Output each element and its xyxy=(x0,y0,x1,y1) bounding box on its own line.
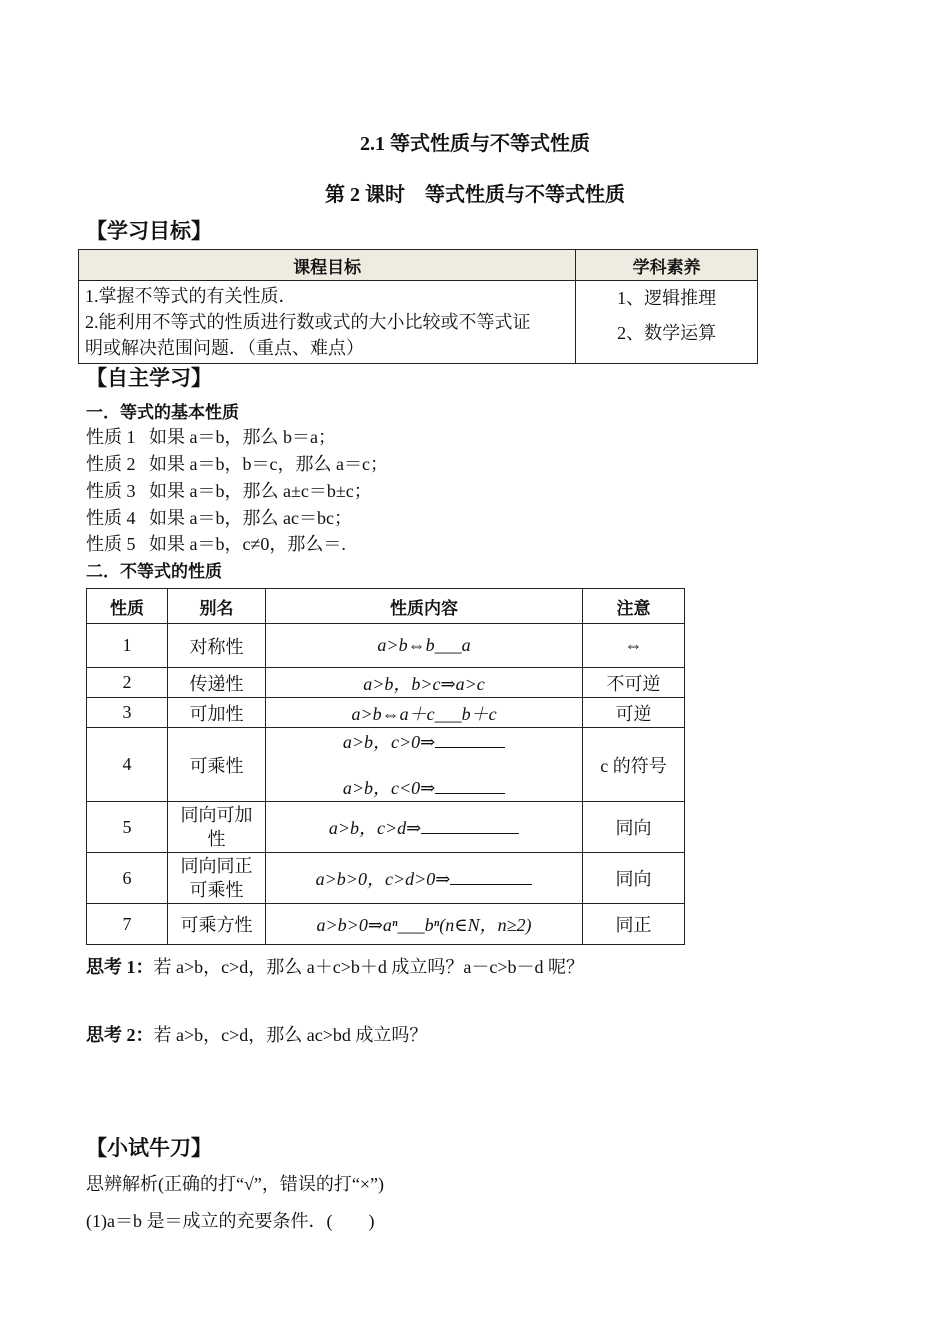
row-content xyxy=(266,853,583,904)
eq-prop-3 xyxy=(86,477,372,503)
table-row xyxy=(87,668,685,698)
row-note: ⇔ xyxy=(583,624,685,668)
row-content: a>b⇔b___a xyxy=(266,624,583,668)
row-num: 5 xyxy=(87,802,168,853)
row-num: 1 xyxy=(87,624,168,668)
think-text: 若 a>b，c>d，那么 ac>bd 成立吗？ xyxy=(153,1025,428,1045)
eq-prop-1 xyxy=(86,423,336,449)
inequality-table xyxy=(86,588,685,945)
row-content xyxy=(266,802,583,853)
eq-prop-5 xyxy=(86,530,346,556)
table-row xyxy=(87,802,685,853)
row-content-text: a>b>0，c>d>0⇒ xyxy=(315,869,451,889)
page-title: 2.1 等式性质与不等式性质 xyxy=(360,133,590,155)
row-note: 同正 xyxy=(583,904,685,945)
eq-prop-text: 如果 a＝b，c≠0，那么＝. xyxy=(149,534,346,554)
row-name: 传递性 xyxy=(168,668,266,698)
think-question-1 xyxy=(86,953,584,979)
row-name-line-2: 性 xyxy=(207,829,226,849)
practice-section-heading: 【小试牛刀】 xyxy=(86,1136,212,1160)
row-note: 同向 xyxy=(583,802,685,853)
eq-prop-label: 性质 4 xyxy=(86,508,136,528)
row-content: a>b，b>c⇒a>c xyxy=(266,668,583,698)
row-content-line-1: a>b，c>0⇒ xyxy=(342,731,436,752)
goal-item-1: 1.掌握不等式的有关性质． xyxy=(85,286,297,306)
row-num: 6 xyxy=(87,853,168,904)
ineq-header-content: 性质内容 xyxy=(266,589,583,624)
think-label: 思考 2： xyxy=(86,1025,154,1045)
answer-blank xyxy=(435,777,505,794)
row-name: 可加性 xyxy=(168,698,266,728)
eq-prop-text: 如果 a＝b，那么 b＝a； xyxy=(149,427,336,447)
row-note: 可逆 xyxy=(583,698,685,728)
table-row xyxy=(87,624,685,668)
think-text: 若 a>b，c>d，那么 a＋c>b＋d 成立吗？a－c>b－d 呢？ xyxy=(153,957,585,977)
row-name: 对称性 xyxy=(168,624,266,668)
row-name: 可乘性 xyxy=(168,728,266,802)
goal-item-2b: 明或解决范围问题．（重点、难点） xyxy=(85,338,364,358)
ineq-header-note: 注意 xyxy=(583,589,685,624)
table-row xyxy=(87,728,685,802)
table-row xyxy=(87,904,685,945)
goal-item-2a: 2.能利用不等式的性质进行数或式的大小比较或不等式证 xyxy=(85,312,531,332)
row-name xyxy=(168,853,266,904)
answer-blank xyxy=(450,868,532,885)
practice-item-1: (1)a＝b 是＝成立的充要条件．( ) xyxy=(86,1211,375,1231)
goals-table xyxy=(78,249,758,364)
goals-literacy-cell xyxy=(576,281,758,364)
table-row xyxy=(87,853,685,904)
row-num: 3 xyxy=(87,698,168,728)
answer-blank xyxy=(435,731,505,748)
eq-prop-label: 性质 5 xyxy=(86,534,136,554)
answer-blank xyxy=(421,817,519,834)
eq-prop-label: 性质 3 xyxy=(86,481,136,501)
row-content-text: a>b，c>d⇒ xyxy=(328,818,422,838)
row-num: 2 xyxy=(87,668,168,698)
eq-prop-2 xyxy=(86,450,388,476)
row-num: 4 xyxy=(87,728,168,802)
table-row xyxy=(87,698,685,728)
think-question-2 xyxy=(86,1021,427,1047)
eq-prop-label: 性质 2 xyxy=(86,454,136,474)
literacy-item-1: 1、逻辑推理 xyxy=(617,288,717,308)
eq-prop-text: 如果 a＝b，那么 ac＝bc； xyxy=(149,508,352,528)
row-num: 7 xyxy=(87,904,168,945)
goals-section-heading: 【学习目标】 xyxy=(86,219,212,243)
row-note: c 的符号 xyxy=(583,728,685,802)
eq-prop-4 xyxy=(86,504,352,530)
literacy-item-2: 2、数学运算 xyxy=(617,323,717,343)
row-name-line-1: 同向同正 xyxy=(180,856,253,876)
row-content-line-2: a>b，c<0⇒ xyxy=(342,777,436,798)
eq-prop-text: 如果 a＝b，b＝c，那么 a＝c； xyxy=(149,454,388,474)
eq-prop-text: 如果 a＝b，那么 a±c＝b±c； xyxy=(149,481,372,501)
row-note: 不可逆 xyxy=(583,668,685,698)
ineq-header-name: 别名 xyxy=(168,589,266,624)
ineq-header-num: 性质 xyxy=(87,589,168,624)
row-name-line-2: 可乘性 xyxy=(189,880,244,900)
goals-course-cell xyxy=(79,281,576,364)
lesson-subtitle: 第 2 课时 等式性质与不等式性质 xyxy=(325,184,625,206)
row-content: a>b>0⇒aⁿ___bⁿ(n∈N，n≥2) xyxy=(266,904,583,945)
goals-header-course: 课程目标 xyxy=(79,250,576,281)
row-content xyxy=(266,728,583,802)
self-study-section-heading: 【自主学习】 xyxy=(86,366,212,390)
inequality-heading: 二．不等式的性质 xyxy=(86,562,222,582)
row-content: a>b⇔a＋c___b＋c xyxy=(266,698,583,728)
equality-heading: 一．等式的基本性质 xyxy=(86,403,239,423)
row-note: 同向 xyxy=(583,853,685,904)
row-name-line-1: 同向可加 xyxy=(180,805,253,825)
row-name: 可乘方性 xyxy=(168,904,266,945)
eq-prop-label: 性质 1 xyxy=(86,427,136,447)
row-name xyxy=(168,802,266,853)
think-label: 思考 1： xyxy=(86,957,154,977)
practice-intro: 思辨解析(正确的打“√”，错误的打“×”) xyxy=(86,1174,384,1194)
goals-header-literacy: 学科素养 xyxy=(576,250,758,281)
